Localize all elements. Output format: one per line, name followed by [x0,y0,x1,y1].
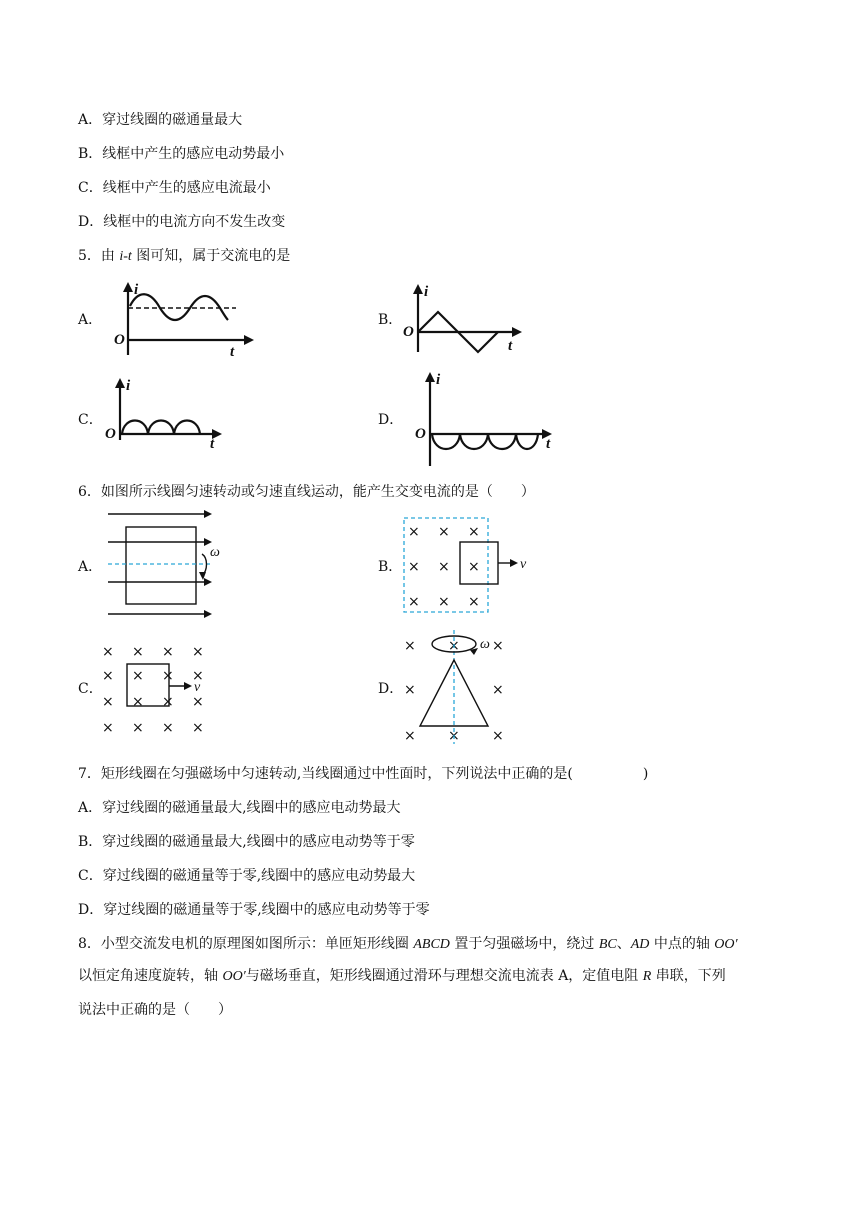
q5b-x-label: t [508,338,513,354]
q5b-origin: O [403,324,414,340]
q6b-cross: × [408,594,420,610]
q6d-cross: × [492,638,504,654]
q6b-cross: × [438,559,450,575]
q8-stem-line2 [78,966,726,987]
q8-stem-line3: 说法中正确的是（ ） [78,1002,232,1018]
q5-label-b: B． [378,312,403,328]
q6d-cross: × [448,638,460,654]
q6a-omega: ω [210,545,220,560]
q6c-cross: × [102,644,114,660]
q8-var-ad: AD [630,937,650,952]
q8-text: 以恒定角速度旋转，轴 [78,968,223,984]
q5c-x-label: t [210,436,215,452]
q5-label-c: C． [78,412,103,428]
q7-stem: 7．矩形线圈在匀强磁场中匀速转动,当线圈通过中性面时，下列说法中正确的是( ) [78,766,649,782]
q4-option-b: B．线框中产生的感应电动势最小 [78,146,285,162]
q6-stem: 6．如图所示线圈匀速转动或匀速直线运动，能产生交变电流的是（ ） [78,484,535,500]
q6c-cross: × [102,668,114,684]
q8-text: 、 [616,936,631,952]
q4-option-a: A．穿过线圈的磁通量最大 [78,112,243,128]
q6-label-a: A． [78,559,103,575]
q6c-cross: × [192,644,204,660]
q6c-cross: × [162,668,174,684]
q6-label-c: C． [78,681,103,697]
q6c-cross: × [102,720,114,736]
q7-option-d: D．穿过线圈的磁通量等于零,线圈中的感应电动势等于零 [78,902,430,918]
q7-option-a: A．穿过线圈的磁通量最大,线圈中的感应电动势最大 [78,800,401,816]
q5-label-d: D． [378,412,404,428]
q6c-cross: × [162,720,174,736]
q6c-cross: × [132,644,144,660]
q6-figure-b [402,516,542,616]
q4-option-d: D．线框中的电流方向不发生改变 [78,214,286,230]
q5-stem-pre: 5．由 [78,248,120,264]
q6c-cross: × [192,694,204,710]
q6c-cross: × [132,720,144,736]
q8-text: 与磁场垂直，矩形线圈通过滑环与理想交流电流表 A，定值电阻 [245,968,643,984]
q8-text: 串联，下列 [651,968,726,984]
q5c-origin: O [105,426,116,442]
q5-graph-d [412,370,562,470]
q5d-y-label: i [436,372,441,388]
q6c-v: v [194,680,201,695]
q5-graph-b [400,282,530,358]
q6-label-d: D． [378,681,404,697]
q6-label-b: B． [378,559,403,575]
q6d-cross: × [404,728,416,744]
q6c-cross: × [192,668,204,684]
q7-option-c: C．穿过线圈的磁通量等于零,线圈中的感应电动势最大 [78,868,416,884]
q5a-origin: O [114,332,125,348]
q8-text: 8．小型交流发电机的原理图如图所示：单匝矩形线圈 [78,936,414,952]
q6b-cross: × [468,559,480,575]
q6b-v: v [520,557,527,572]
q6b-cross: × [468,594,480,610]
q8-text: 中点的轴 [649,936,715,952]
q8-var-abcd: ABCD [413,937,450,952]
q6c-cross: × [132,694,144,710]
q8-stem-line1 [78,934,738,955]
q6b-cross: × [468,524,480,540]
q5-label-a: A． [78,312,103,328]
q6b-cross: × [408,559,420,575]
q6d-omega: ω [480,637,490,652]
q6d-cross: × [492,682,504,698]
q5a-y-label: i [134,282,139,298]
q8-var-bc: BC [598,937,617,952]
q5-stem-post: 图可知，属于交流电的是 [131,248,291,264]
q8-var-r: R [642,969,652,984]
q6c-cross: × [162,644,174,660]
q7-option-b: B．穿过线圈的磁通量最大,线圈中的感应电动势等于零 [78,834,415,850]
q6b-cross: × [408,524,420,540]
q6c-cross: × [132,668,144,684]
q5b-y-label: i [424,284,429,300]
q6-figure-a [104,510,224,620]
q6d-cross: × [492,728,504,744]
q6d-cross: × [404,682,416,698]
q6-figure-c [100,638,220,738]
q6b-cross: × [438,594,450,610]
q5d-origin: O [415,426,426,442]
q4-option-c: C．线框中产生的感应电流最小 [78,180,271,196]
q5c-y-label: i [126,378,131,394]
q6d-cross: × [404,638,416,654]
q8-var-axis: OO′ [714,937,738,952]
q6b-cross: × [438,524,450,540]
q5a-x-label: t [230,344,235,360]
q5-graph-a [110,280,260,360]
q6c-cross: × [162,694,174,710]
q5d-x-label: t [546,436,551,452]
q6c-cross: × [192,720,204,736]
q5-stem [78,246,290,267]
q6-figure-d [400,626,530,746]
q6d-cross: × [448,728,460,744]
q8-text: 置于匀强磁场中，绕过 [449,936,599,952]
q6c-cross: × [102,694,114,710]
q5-graph-c [102,376,232,452]
q5-stem-var: i-t [119,249,132,264]
q8-var-axis: OO′ [222,969,246,984]
